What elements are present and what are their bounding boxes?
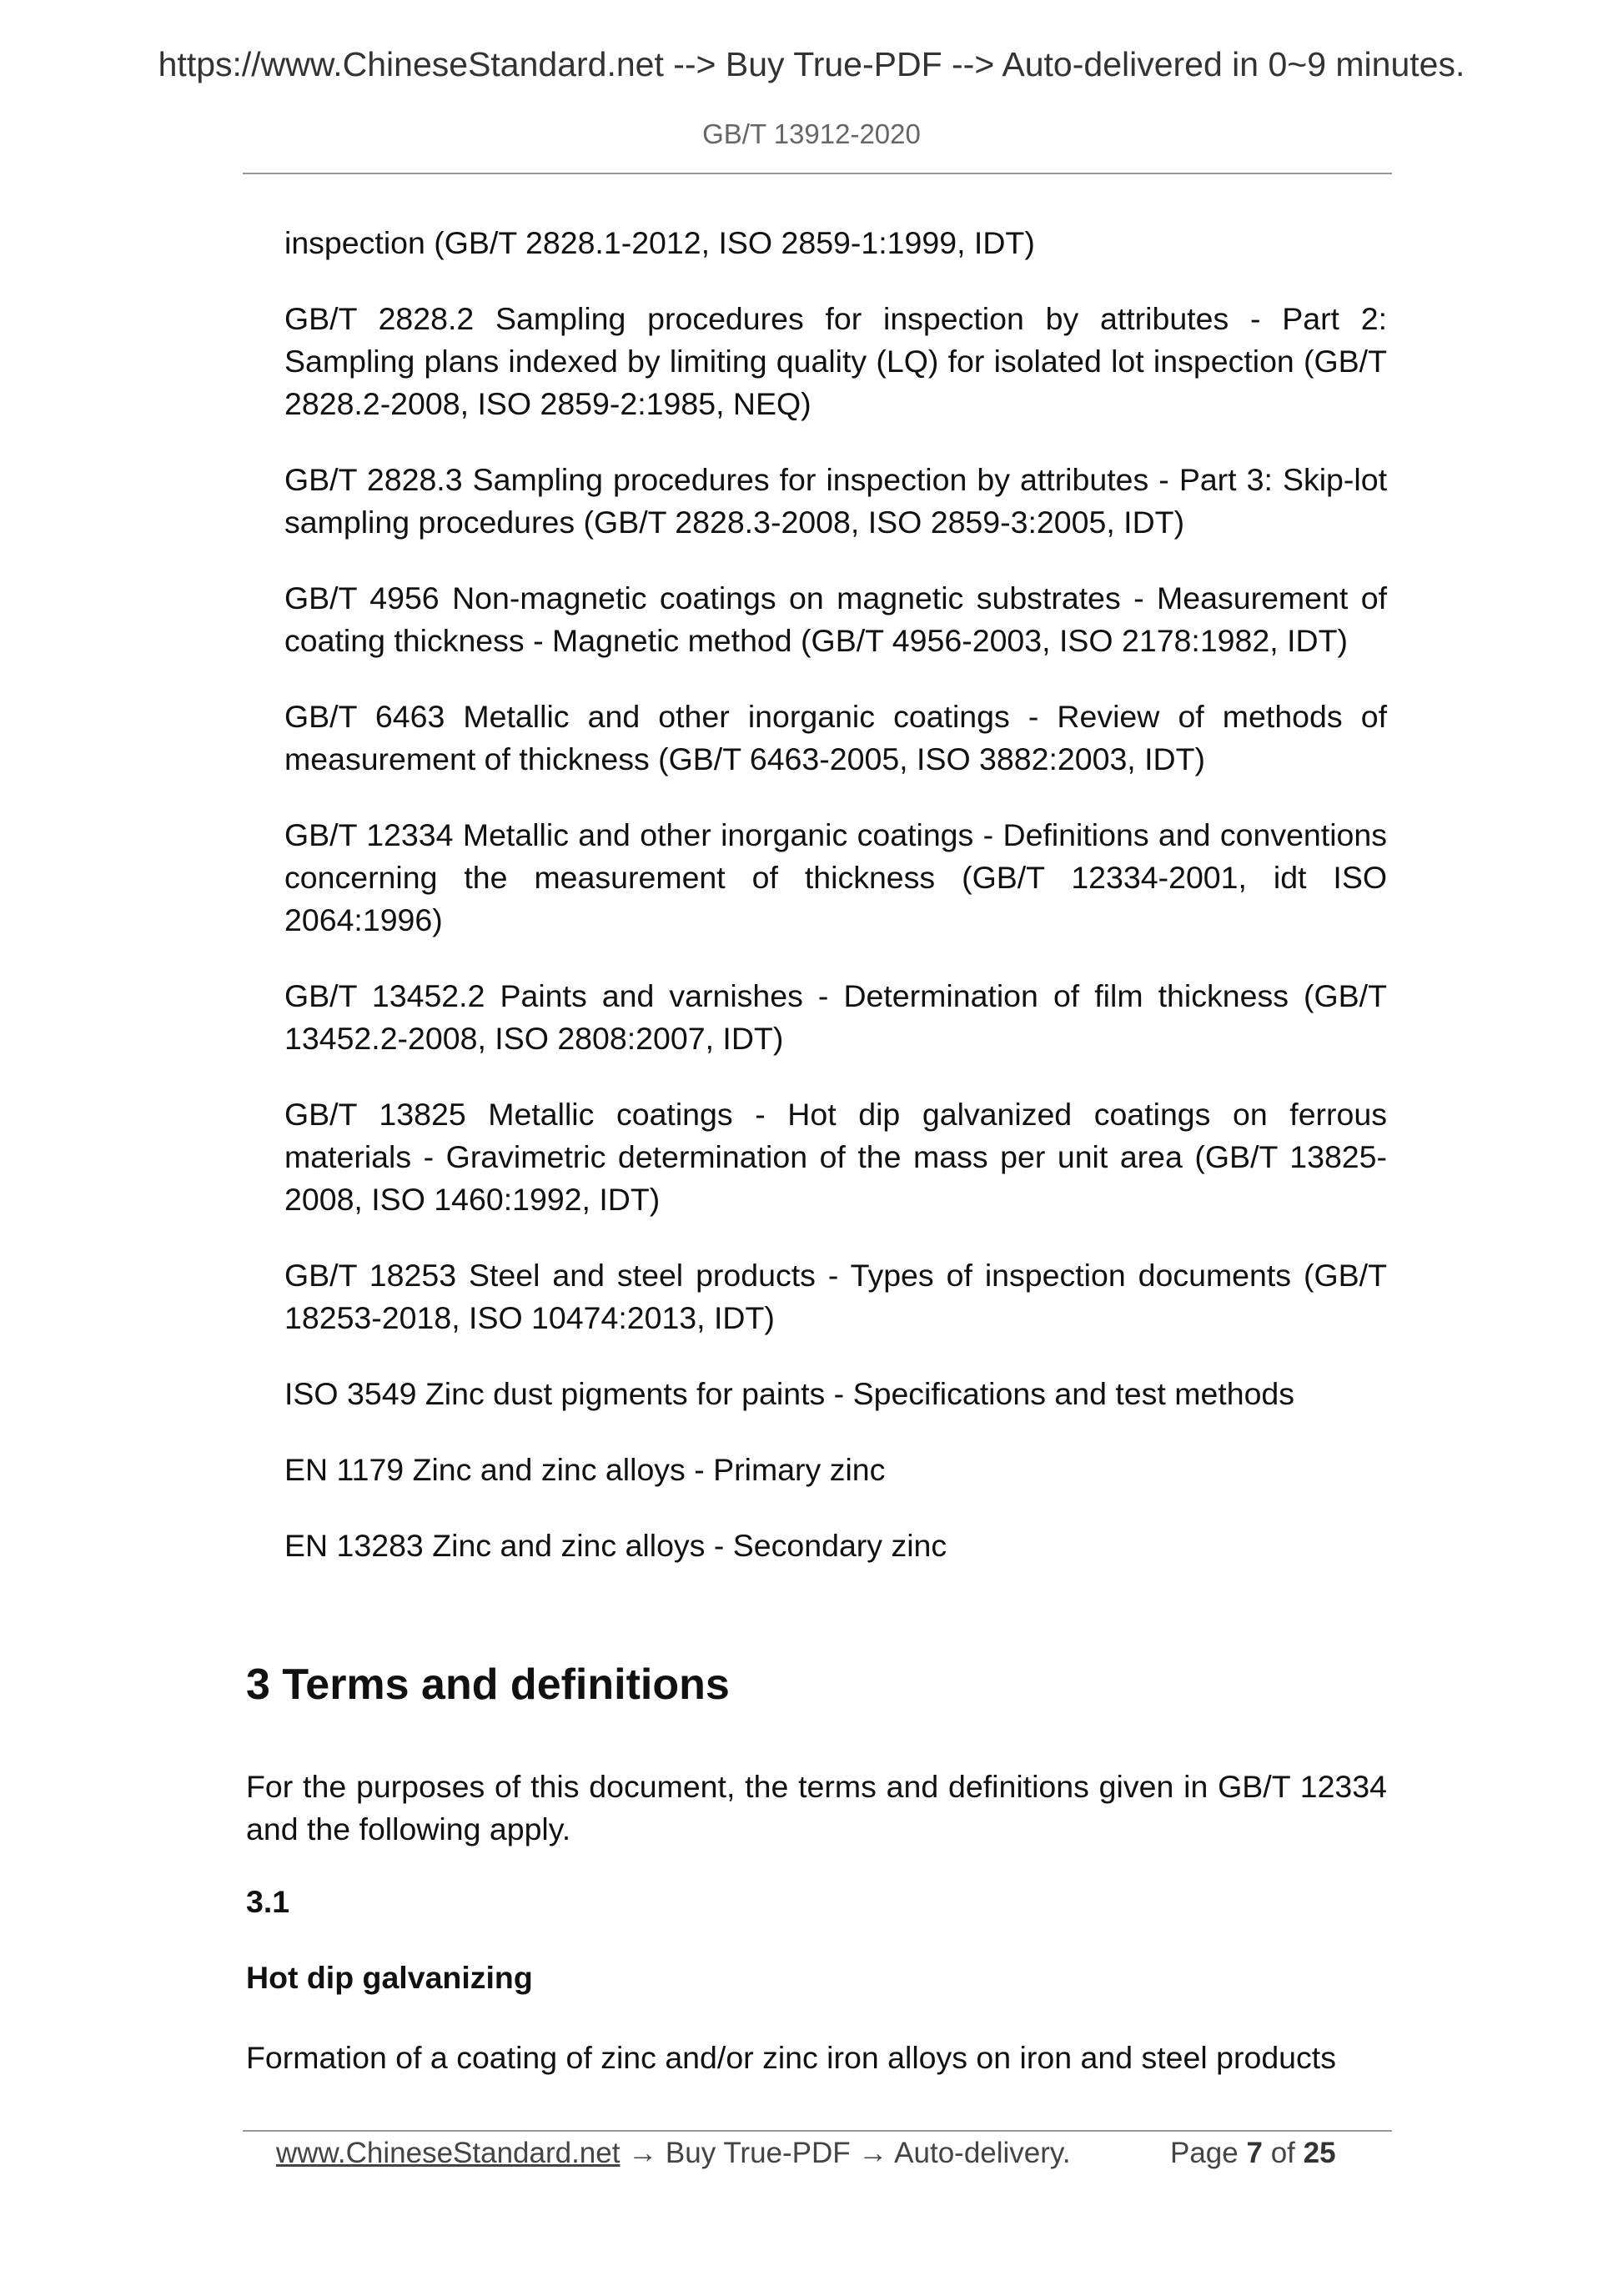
reference-item: GB/T 2828.2 Sampling procedures for inspection by attributes - Part 2: Sampling plans indexed by limiting quality (LQ) for isolated lot inspection (GB/T 2828.2-2008, ISO 2859-2:1985, NEQ): [284, 301, 1387, 421]
normative-references-list: [284, 222, 1387, 1567]
reference-item: GB/T 18253 Steel and steel products - Types of inspection documents (GB/T 18253-2018, ISO 10474:2013, IDT): [284, 1258, 1387, 1335]
reference-item: ISO 3549 Zinc dust pigments for paints - Specifications and test methods: [284, 1376, 1295, 1411]
reference-item: GB/T 12334 Metallic and other inorganic coatings - Definitions and conventions concerning the measurement of thickness (GB/T 12334-2001, idt ISO 2064:1996): [284, 817, 1387, 937]
of-label: of: [1270, 2137, 1295, 2169]
footer-buy-text: → Buy True-PDF → Auto-delivery.: [628, 2137, 1071, 2169]
footer-divider: [243, 2130, 1392, 2132]
reference-item: GB/T 13825 Metallic coatings - Hot dip galvanized coatings on ferrous materials - Gravimetric determination of the mass per unit area (GB/T 13825-2008, ISO 1460:1992, IDT): [284, 1097, 1387, 1217]
top-banner: https://www.ChineseStandard.net --> Buy True-PDF --> Auto-delivered in 0~9 minutes.: [158, 45, 1465, 83]
total-pages: 25: [1303, 2137, 1336, 2169]
term-definition: Formation of a coating of zinc and/or zinc iron alloys on iron and steel products: [246, 2040, 1336, 2075]
document-code: GB/T 13912-2020: [702, 118, 921, 149]
reference-item: inspection (GB/T 2828.1-2012, ISO 2859-1:1999, IDT): [284, 225, 1035, 260]
reference-item: GB/T 2828.3 Sampling procedures for inspection by attributes - Part 3: Skip-lot sampling procedures (GB/T 2828.3-2008, ISO 2859-3:2005, IDT): [284, 462, 1387, 540]
reference-item: GB/T 4956 Non-magnetic coatings on magnetic substrates - Measurement of coating thickness - Magnetic method (GB/T 4956-2003, ISO 2178:1982, IDT): [284, 580, 1387, 658]
page-number: 7: [1246, 2137, 1263, 2169]
reference-item: EN 1179 Zinc and zinc alloys - Primary zinc: [284, 1452, 886, 1487]
header-divider: [243, 173, 1392, 174]
reference-item: GB/T 6463 Metallic and other inorganic coatings - Review of methods of measurement of thickness (GB/T 6463-2005, ISO 3882:2003, IDT): [284, 699, 1387, 776]
page-indicator: [1170, 2133, 1336, 2174]
reference-item: GB/T 13452.2 Paints and varnishes - Determination of film thickness (GB/T 13452.2-2008, ISO 2808:2007, IDT): [284, 978, 1387, 1056]
footer-left: [276, 2133, 1071, 2174]
reference-item: EN 13283 Zinc and zinc alloys - Secondary zinc: [284, 1528, 947, 1563]
page-label: Page: [1170, 2137, 1239, 2169]
term-title: Hot dip galvanizing: [246, 1960, 533, 1995]
section-intro: For the purposes of this document, the terms and definitions given in GB/T 12334 and the following apply.: [246, 1769, 1387, 1846]
footer-site-link[interactable]: www.ChineseStandard.net: [276, 2137, 621, 2169]
section-heading: 3 Terms and definitions: [246, 1660, 730, 1709]
clause-number: 3.1: [246, 1884, 290, 1919]
